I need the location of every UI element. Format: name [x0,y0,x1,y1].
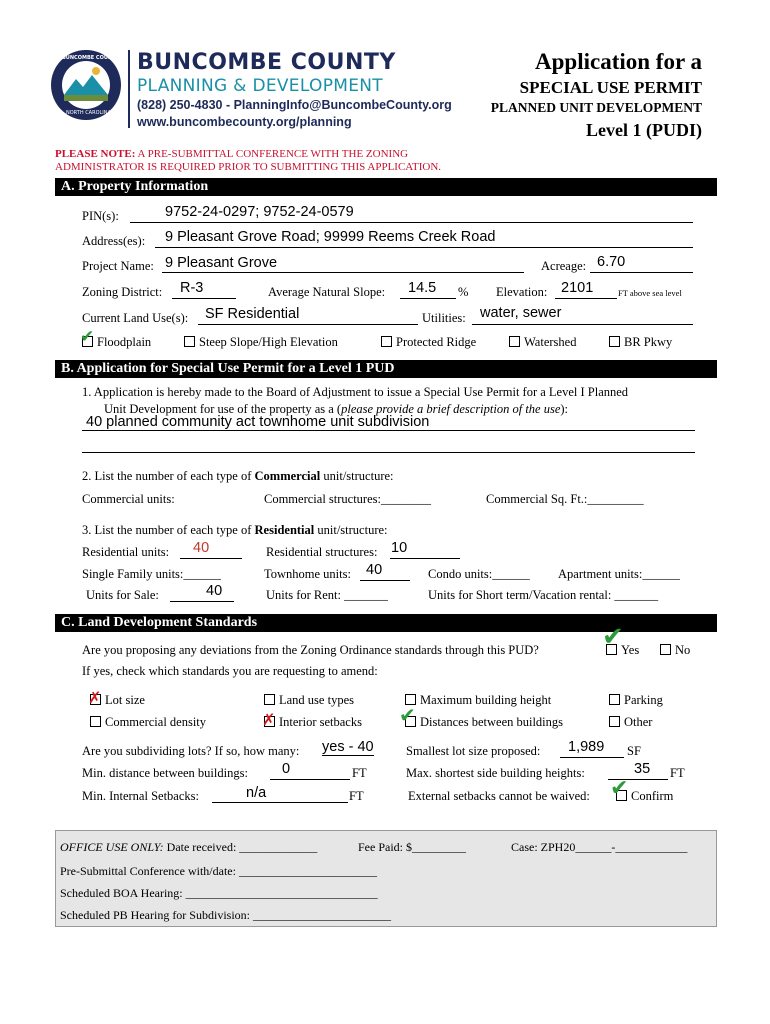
units-for-sale-label: Units for Sale: [86,588,159,602]
deviation-yes-label: Yes [621,643,640,657]
q2b: Commercial [254,469,321,483]
title-line1: Application for a [535,49,702,74]
q2a: 2. List the number of each type of [82,469,255,483]
elevation-label: Elevation: [496,285,548,299]
other-label: Other [624,715,653,729]
apartment-field[interactable]: Apartment units:______ [558,567,680,581]
br-pkwy-label: BR Pkwy [624,335,673,349]
slope-line [400,298,456,299]
note-line2: ADMINISTRATOR IS REQUIRED PRIOR TO SUBMITTING THIS APPLICATION. [55,161,442,173]
min-distance-label: Min. distance between buildings: [82,766,248,780]
distances-between-buildings-label: Distances between buildings [420,715,564,729]
min-distance-line [270,779,350,780]
max-building-height-label: Maximum building height [420,693,552,707]
residential-units-label: Residential units: [82,545,170,559]
max-building-height-checkbox[interactable] [405,693,551,708]
seal-top-text: BUNCOMBE COUNTY [62,55,120,61]
watershed-label: Watershed [524,335,577,349]
other-checkbox[interactable] [609,715,652,730]
note-label: PLEASE NOTE: [55,148,136,160]
land-use-types-checkbox[interactable] [264,693,354,708]
commercial-density-label: Commercial density [105,715,207,729]
q3a: 3. List the number of each type of [82,523,255,537]
use-line-1 [82,430,695,431]
internal-setbacks-label: Min. Internal Setbacks: [82,789,199,803]
acreage-field[interactable]: 6.70 [597,254,626,270]
max-shortest-side-unit: FT [670,766,685,780]
slope-unit: % [458,285,469,299]
acreage-label: Acreage: [541,259,587,273]
parking-checkbox[interactable] [609,693,663,708]
watershed-checkbox[interactable] [509,335,576,350]
max-shortest-side-label: Max. shortest side building heights: [406,766,585,780]
q1-line2a: Unit Development for use of the property as a ( [104,402,342,416]
residential-structures-line [390,558,460,559]
max-shortest-side-field[interactable]: 35 [634,761,651,777]
office-date-received [60,840,317,855]
interior-setbacks-label: Interior setbacks [279,715,362,729]
residential-units-field[interactable]: 40 [193,540,210,556]
floodplain-label: Floodplain [97,335,152,349]
seal-bottom-text: NORTH CAROLINA [66,110,111,116]
q2c: unit/structure: [320,469,394,483]
townhome-label: Townhome units: [264,567,351,581]
single-family-field[interactable]: Single Family units:______ [82,567,221,581]
project-name-label: Project Name: [82,259,154,273]
distances-between-buildings-checkbox[interactable] [405,715,563,730]
org-dept: PLANNING & DEVELOPMENT [137,76,383,96]
pin-label: PIN(s): [82,209,119,223]
office-fee: Fee Paid: $_________ [358,840,466,854]
smallest-lot-line [560,757,624,758]
pre-submittal-note [55,148,441,174]
address-line [155,247,693,248]
q3-text [82,523,388,538]
address-field[interactable]: 9 Pleasant Grove Road; 99999 Reems Creek Road [165,229,496,245]
section-c-heading: C. Land Development Standards [55,614,717,632]
x-mark-icon: ✗ [88,688,102,707]
slope-field[interactable]: 14.5 [408,280,437,296]
parking-label: Parking [624,693,663,707]
office-presubmittal: Pre-Submittal Conference with/date: _______________________ [60,864,377,878]
use-description-field[interactable]: 40 planned community act townhome unit subdivision [86,414,430,430]
min-distance-unit: FT [352,766,367,780]
residential-structures-label: Residential structures: [266,545,378,559]
checkmark-icon: ✔ [80,327,95,347]
section-a-heading: A. Property Information [55,178,717,196]
org-website: www.buncombecounty.org/planning [137,115,352,129]
q2-text [82,469,394,484]
org-contact: (828) 250-4830 - PlanningInfo@BuncombeCounty.org [137,98,452,112]
subdividing-label: Are you subdividing lots? If so, how many: [82,744,300,758]
note-line1: A PRE-SUBMITTAL CONFERENCE WITH THE ZONING [135,148,409,160]
header-divider [128,50,130,128]
title-line4: Level 1 (PUDI) [586,120,702,140]
units-for-sale-field[interactable]: 40 [206,583,223,599]
protected-ridge-label: Protected Ridge [396,335,477,349]
checkmark-icon: ✔ [399,703,416,727]
deviation-no-checkbox[interactable] [660,643,690,658]
min-distance-field[interactable]: 0 [282,761,291,777]
slope-label: Average Natural Slope: [268,285,386,299]
project-name-line [162,272,524,273]
steep-slope-checkbox[interactable] [184,335,338,350]
office-case: Case: ZPH20______-____________ [511,840,688,854]
internal-setbacks-unit: FT [349,789,364,803]
units-for-sale-line [170,601,234,602]
elevation-unit: FT above sea level [618,288,682,298]
utilities-field[interactable]: water, sewer [480,305,562,321]
project-name-field[interactable]: 9 Pleasant Grove [165,255,278,271]
address-label: Address(es): [82,234,146,248]
pin-field[interactable]: 9752-24-0297; 9752-24-0579 [165,204,354,220]
use-line-2 [82,452,695,453]
section-b-heading: B. Application for Special Use Permit for a Level 1 PUD [55,360,717,378]
zoning-label: Zoning District: [82,285,163,299]
smallest-lot-field[interactable]: 1,989 [568,739,605,755]
title-line2: SPECIAL USE PERMIT [519,78,702,97]
elevation-field[interactable]: 2101 [561,280,594,296]
zoning-line [172,298,236,299]
acreage-line [590,272,693,273]
title-line3: PLANNED UNIT DEVELOPMENT [490,100,702,115]
q1-line2c: ): [560,402,569,416]
commercial-density-checkbox[interactable] [90,715,206,730]
condo-field[interactable]: Condo units:______ [428,567,530,581]
interior-setbacks-checkbox[interactable] [264,715,362,730]
commercial-sqft-field[interactable]: Commercial Sq. Ft.:_________ [486,492,644,506]
office-boa: Scheduled BOA Hearing: ________________________________ [60,886,378,900]
internal-setbacks-field[interactable]: n/a [246,785,267,801]
q3b: Residential [254,523,315,537]
land-use-field[interactable]: SF Residential [205,306,300,322]
q3c: unit/structure: [314,523,388,537]
br-pkwy-checkbox[interactable] [609,335,672,350]
q1-line1: 1. Application is hereby made to the Board of Adjustment to issue a Special Use Permit for a Level I Planned [82,385,629,399]
commercial-units-field[interactable]: Commercial units: [82,492,175,506]
q1-line2b: please provide a brief description of the use [341,402,561,416]
checkmark-icon: ✔ [602,622,624,652]
internal-setbacks-line [212,802,348,803]
land-use-label: Current Land Use(s): [82,311,189,325]
external-setbacks-label: External setbacks cannot be waived: [408,789,590,803]
townhome-field[interactable]: 40 [366,562,383,578]
protected-ridge-checkbox[interactable] [381,335,476,350]
county-seal [50,49,122,121]
steep-slope-label: Steep Slope/High Elevation [199,335,338,349]
land-use-types-label: Land use types [279,693,354,707]
pin-line [130,222,693,223]
smallest-lot-unit: SF [627,744,641,758]
deviation-question: Are you proposing any deviations from the Zoning Ordinance standards through this PUD? [82,643,539,657]
smallest-lot-label: Smallest lot size proposed: [406,744,541,758]
lot-size-label: Lot size [105,693,145,707]
subdividing-field[interactable]: yes - 40 [322,739,374,755]
confirm-label: Confirm [631,789,674,803]
office-date-text: Date received: _____________ [163,840,318,854]
utilities-label: Utilities: [422,311,466,325]
zoning-field[interactable]: R-3 [180,280,204,296]
residential-structures-field[interactable]: 10 [391,540,408,556]
office-pb: Scheduled PB Hearing for Subdivision: _______________________ [60,908,391,922]
land-use-line [198,324,418,325]
amend-question: If yes, check which standards you are requesting to amend: [82,664,378,678]
short-term-rental-field[interactable]: Units for Short term/Vacation rental: _______ [428,588,659,602]
elevation-line [555,298,617,299]
utilities-line [472,324,693,325]
x-mark-icon: ✗ [262,710,276,729]
org-name: BUNCOMBE COUNTY [137,50,396,75]
residential-units-line [180,558,242,559]
checkmark-icon: ✔ [610,776,629,801]
commercial-structures-field[interactable]: Commercial structures:________ [264,492,431,506]
office-label: OFFICE USE ONLY: [60,840,164,854]
townhome-line [360,580,410,581]
deviation-no-label: No [675,643,691,657]
units-for-rent-field[interactable]: Units for Rent: _______ [266,588,388,602]
office-use-box [55,830,717,927]
